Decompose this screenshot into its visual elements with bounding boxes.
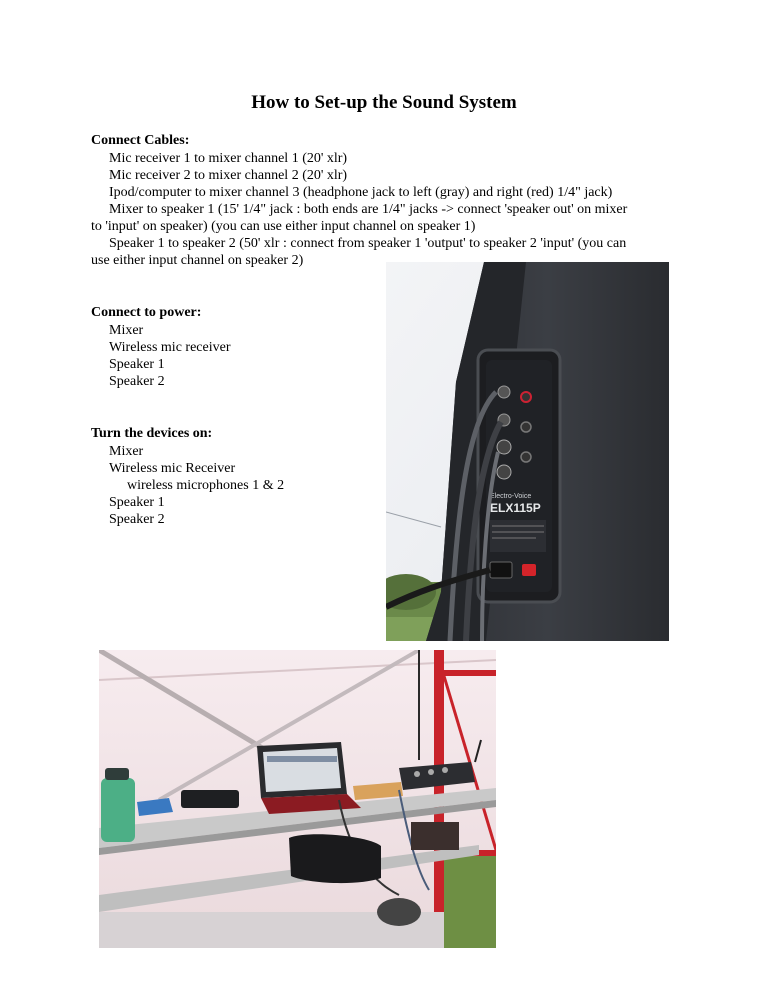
speaker-photo xyxy=(386,262,669,641)
turn-on-item-microphones: wireless microphones 1 & 2 xyxy=(127,478,285,493)
speaker-brand-text: Electro-Voice xyxy=(490,493,532,500)
power-item-speaker-2: Speaker 2 xyxy=(109,374,165,389)
speaker-model-text: ELX115P xyxy=(490,501,541,515)
turn-on-item-receiver: Wireless mic Receiver xyxy=(109,461,236,476)
cable-line-1: Mic receiver 1 to mixer channel 1 (20' xlr) xyxy=(109,151,348,166)
power-item-speaker-1: Speaker 1 xyxy=(109,357,165,372)
cable-line-3: Ipod/computer to mixer channel 3 (headphone jack to left (gray) and right (red) 1/4" jack) xyxy=(109,185,613,200)
cable-line-6: Speaker 1 to speaker 2 (50' xlr : connect from speaker 1 'output' to speaker 2 'input' (you can xyxy=(109,236,627,251)
connect-cables-heading: Connect Cables: xyxy=(91,133,190,148)
turn-on-item-speaker-2: Speaker 2 xyxy=(109,512,165,527)
turn-on-item-speaker-1: Speaker 1 xyxy=(109,495,165,510)
turn-on-item-mixer: Mixer xyxy=(109,444,144,459)
cable-line-4: Mixer to speaker 1 (15' 1/4" jack : both ends are 1/4" jacks -> connect 'speaker out' on mixer xyxy=(109,202,628,217)
turn-on-heading: Turn the devices on: xyxy=(91,426,213,441)
cable-line-7: use either input channel on speaker 2) xyxy=(91,253,304,268)
cable-line-5: to 'input' on speaker) (you can use either input channel on speaker 1) xyxy=(91,219,476,234)
cable-line-2: Mic receiver 2 to mixer channel 2 (20' xlr) xyxy=(109,168,348,183)
power-item-receiver: Wireless mic receiver xyxy=(109,340,231,355)
connect-power-heading: Connect to power: xyxy=(91,305,202,320)
power-item-mixer: Mixer xyxy=(109,323,144,338)
tent-setup-photo xyxy=(99,650,496,948)
page-title: How to Set-up the Sound System xyxy=(251,92,517,113)
